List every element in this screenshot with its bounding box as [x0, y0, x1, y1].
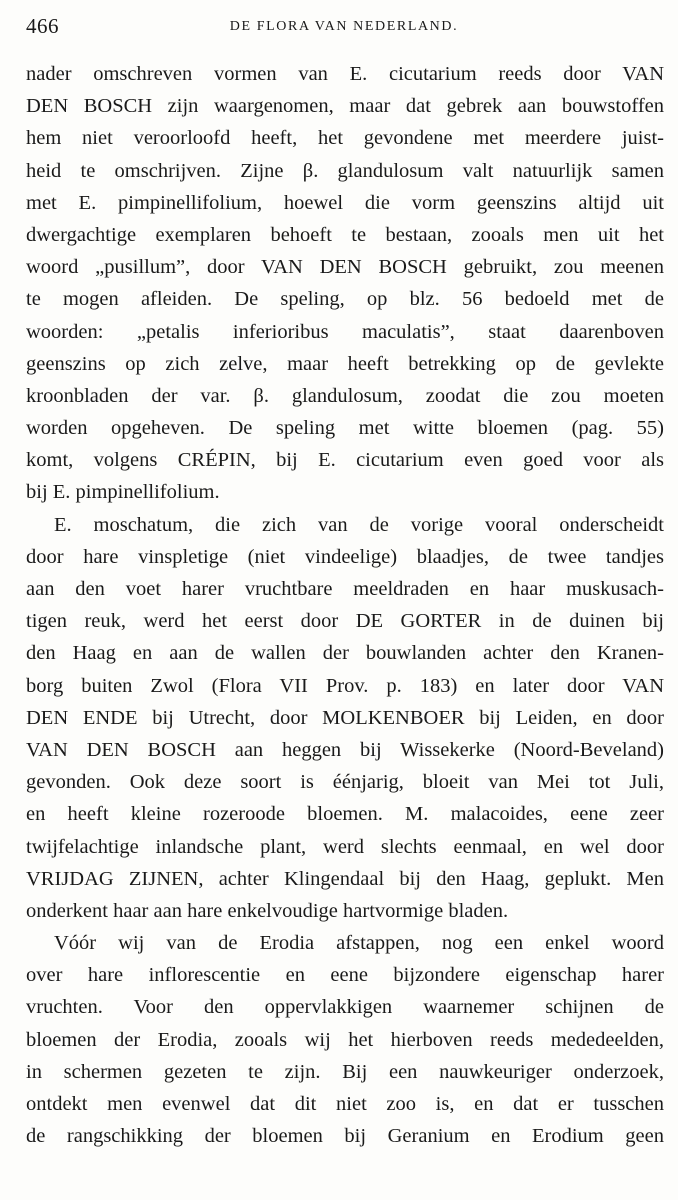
text-line: vruchten. Voor den oppervlakkigen waarnemer schijnen de — [26, 996, 664, 1019]
text-line: VRIJDAG ZIJNEN, achter Klingendaal bij den Haag, geplukt. Men — [26, 867, 664, 890]
body-text — [26, 58, 664, 1152]
text-line: VAN DEN BOSCH aan heggen bij Wissekerke (Noord-Beveland) — [26, 738, 664, 761]
text-line: twijfelachtige inlandsche plant, werd slechts eenmaal, en wel door — [26, 835, 664, 858]
text-line: te mogen afleiden. De speling, op blz. 56 bedoeld met de — [26, 288, 664, 311]
text-line: bij E. pimpinellifolium. — [26, 481, 220, 504]
text-line: worden opgeheven. De speling met witte bloemen (pag. 55) — [26, 417, 664, 440]
text-line: kroonbladen der var. β. glandulosum, zoodat die zou moeten — [26, 384, 664, 407]
text-line: over hare inflorescentie en eene bijzondere eigenschap harer — [26, 964, 664, 987]
text-line: en heeft kleine rozeroode bloemen. M. malacoides, eene zeer — [26, 803, 664, 826]
text-line: door hare vinspletige (niet vindeelige) blaadjes, de twee tandjes — [26, 545, 664, 568]
text-line: onderkent haar aan hare enkelvoudige hartvormige bladen. — [26, 899, 509, 922]
text-line: Vóór wij van de Erodia afstappen, nog een enkel woord — [54, 932, 664, 955]
text-line: komt, volgens CRÉPIN, bij E. cicutarium even goed voor als — [26, 449, 664, 472]
running-head — [26, 14, 662, 44]
text-line: borg buiten Zwol (Flora VII Prov. p. 183) en later door VAN — [26, 674, 664, 697]
text-line: hem niet veroorloofd heeft, het gevondene met meerdere juist- — [26, 127, 664, 150]
text-line: met E. pimpinellifolium, hoewel die vorm geenszins altijd uit — [26, 191, 664, 214]
text-line: nader omschreven vormen van E. cicutarium reeds door VAN — [26, 63, 664, 85]
text-line: woorden: „petalis inferioribus maculatis”, staat daarenboven — [26, 320, 664, 343]
text-line: aan den voet harer vruchtbare meeldraden en haar muskusach- — [26, 578, 664, 600]
text-line: ontdekt men evenwel dat dit niet zoo is, en dat er tusschen — [26, 1093, 664, 1115]
page-number: 466 — [26, 14, 59, 38]
text-line: gevonden. Ook deze soort is éénjarig, bloeit van Mei tot Juli, — [26, 771, 664, 794]
text-line: geenszins op zich zelve, maar heeft betrekking op de gevlekte — [26, 352, 664, 375]
text-line: E. moschatum, die zich van de vorige vooral onderscheidt — [54, 513, 664, 536]
text-line: in schermen gezeten te zijn. Bij een nauwkeuriger onderzoek, — [26, 1060, 664, 1083]
text-line: heid te omschrijven. Zijne β. glandulosum valt natuurlijk samen — [26, 159, 664, 182]
text-line: de rangschikking der bloemen bij Geranium en Erodium geen — [26, 1125, 664, 1148]
text-line: DEN ENDE bij Utrecht, door MOLKENBOER bij Leiden, en door — [26, 706, 664, 729]
text-line: bloemen der Erodia, zooals wij het hierboven reeds mededeelden, — [26, 1028, 664, 1051]
text-line: DEN BOSCH zijn waargenomen, maar dat gebrek aan bouwstoffen — [26, 95, 664, 118]
running-title: DE FLORA VAN NEDERLAND. — [229, 19, 459, 34]
text-line: tigen reuk, werd het eerst door DE GORTER in de duinen bij — [26, 610, 664, 633]
text-line: dwergachtige exemplaren behoeft te bestaan, zooals men uit het — [26, 223, 664, 246]
text-line: woord „pusillum”, door VAN DEN BOSCH gebruikt, zou meenen — [26, 256, 664, 279]
text-line: den Haag en aan de wallen der bouwlanden achter den Kranen- — [26, 642, 664, 665]
